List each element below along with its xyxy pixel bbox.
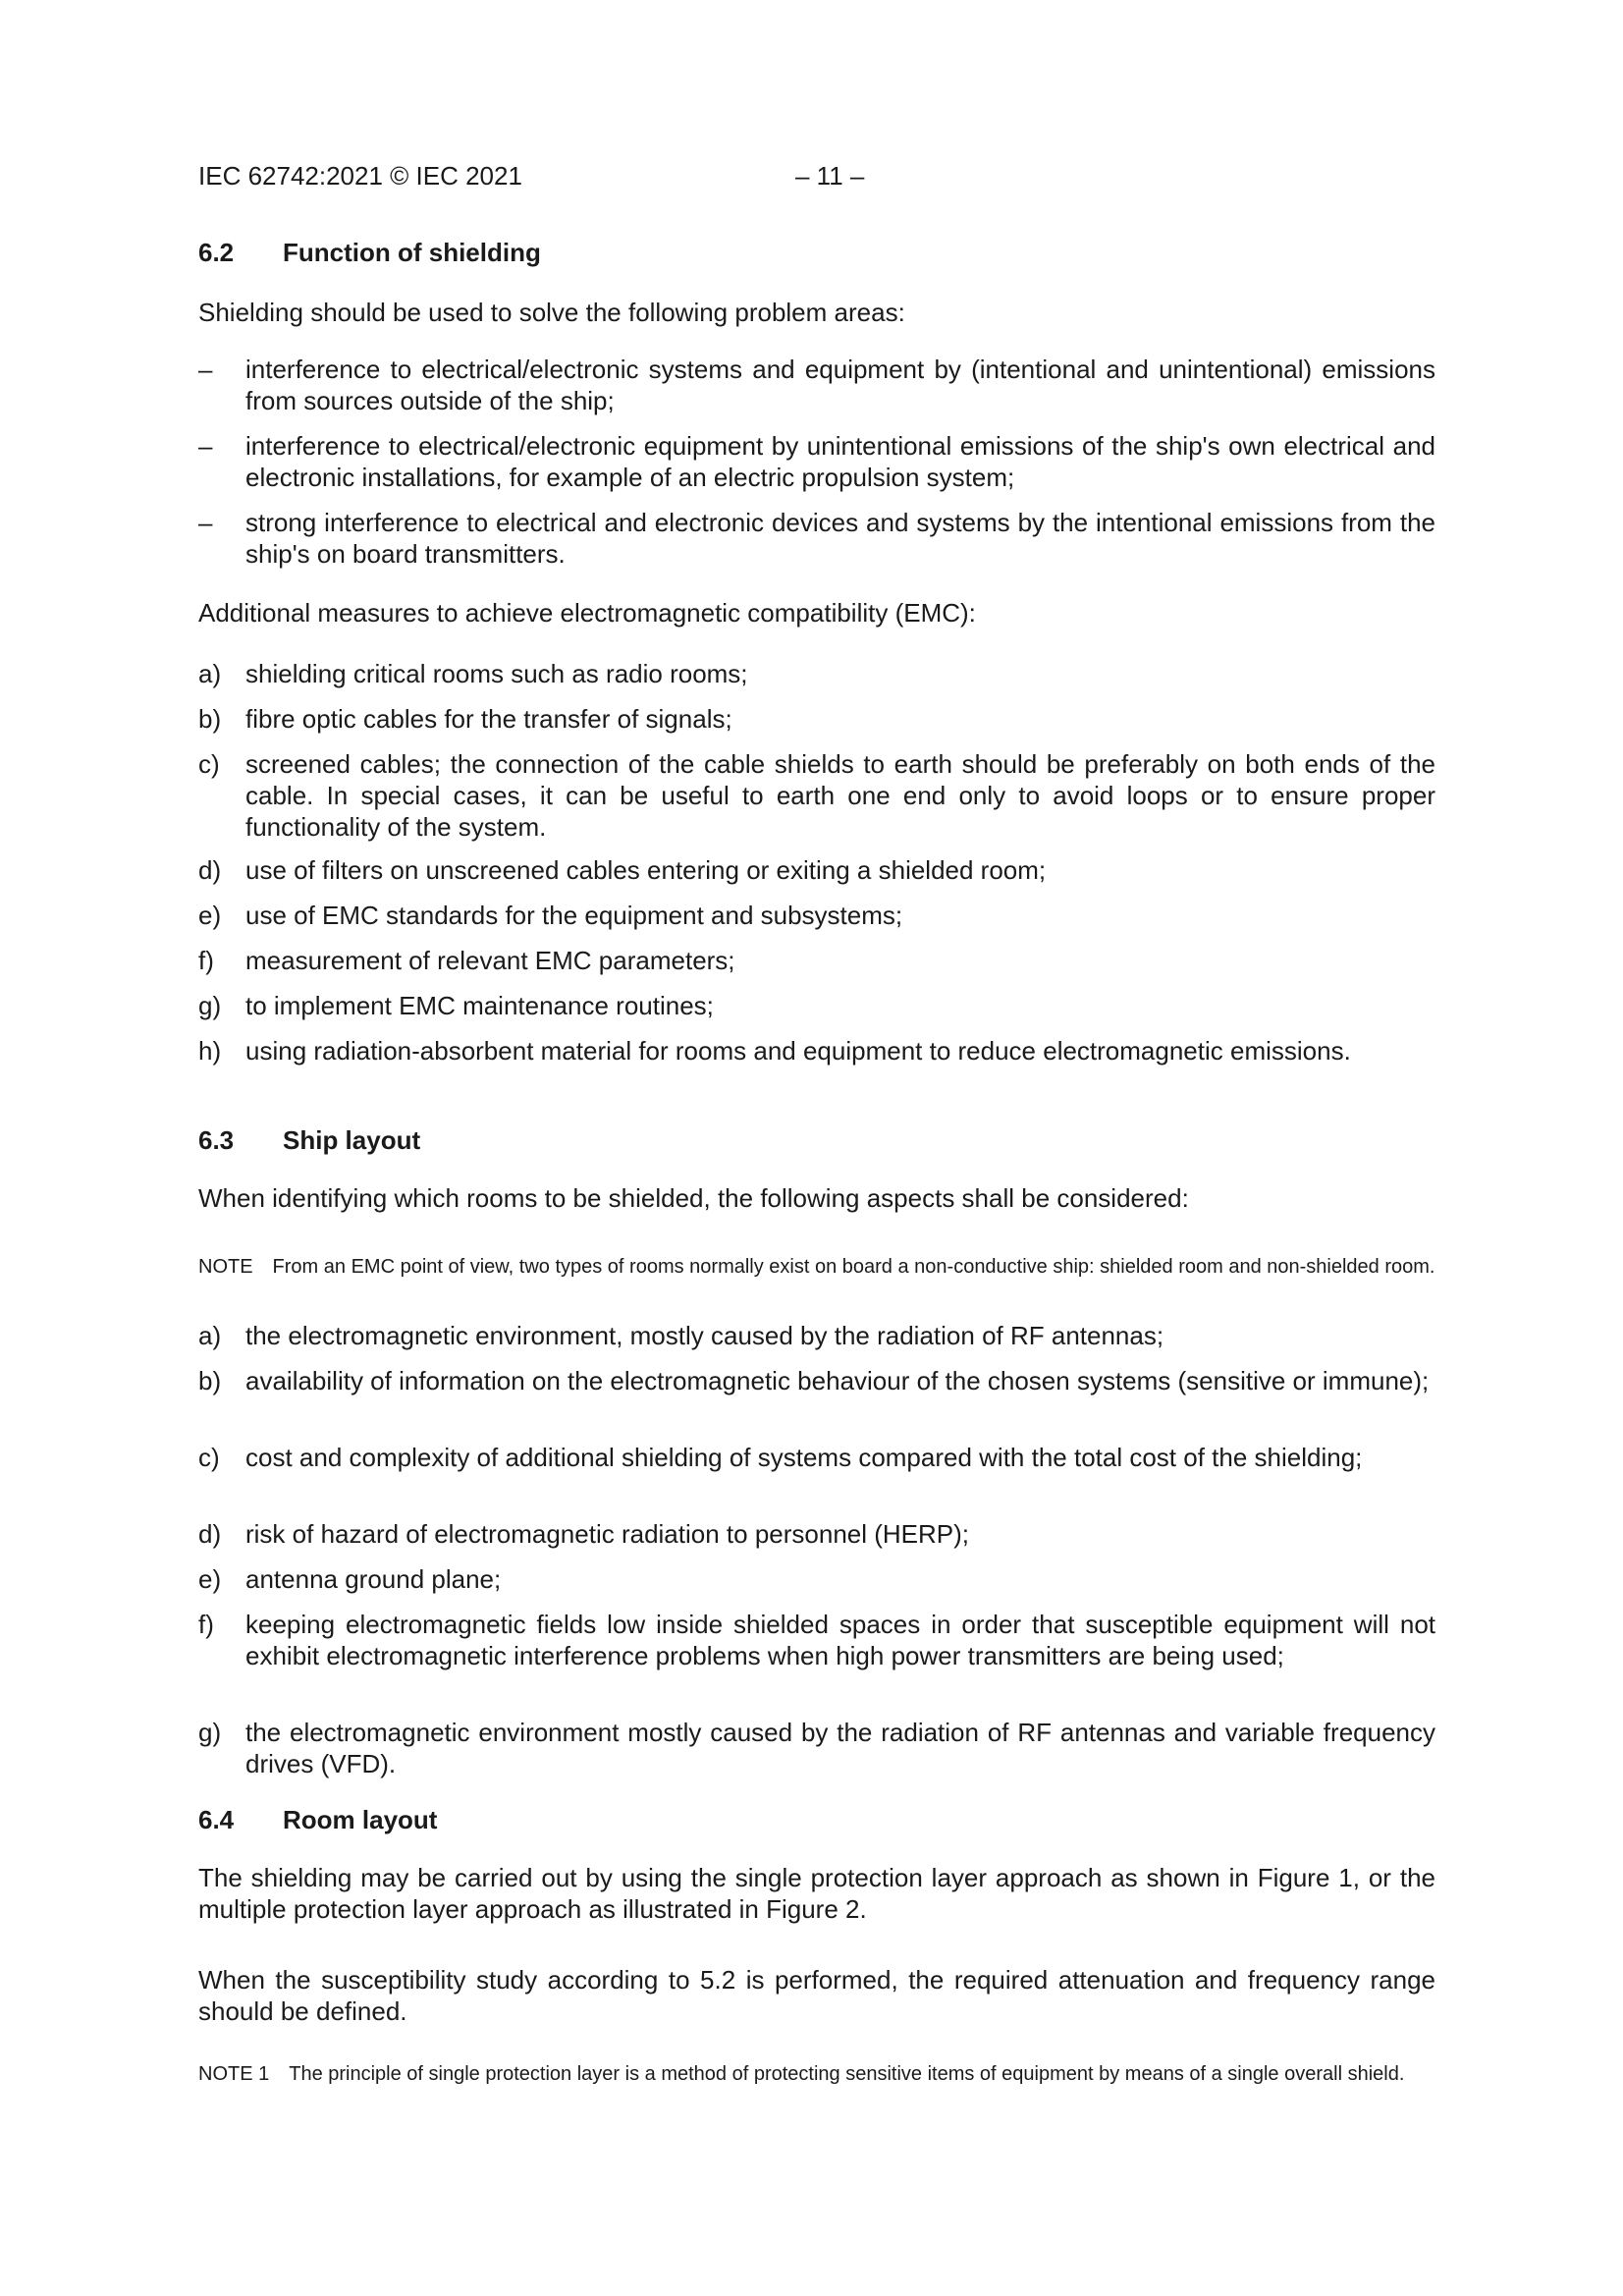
list-item-text: to implement EMC maintenance routines;	[245, 991, 714, 1020]
list-item-text: shielding critical rooms such as radio rooms;	[245, 659, 748, 688]
note-1: NOTE 1 The principle of single protection layer is a method of protecting sensitive items of equipment by means of a single overall shield.	[198, 2063, 1405, 2085]
note: NOTE From an EMC point of view, two types of rooms normally exist on board a non-conductive ship: shielded room and non-shielded room.	[198, 1256, 1435, 1278]
list-marker: h)	[198, 1036, 222, 1066]
list-marker: c)	[198, 749, 220, 779]
list-item-text: use of filters on unscreened cables entering or exiting a shielded room;	[245, 855, 1047, 885]
list-marker: g)	[198, 1718, 222, 1747]
list-item-text: fibre optic cables for the transfer of signals;	[245, 704, 732, 734]
list-marker: a)	[198, 1321, 222, 1350]
list-item	[198, 703, 1435, 735]
paragraph-measures-intro: Additional measures to achieve electromagnetic compatibility (EMC):	[198, 598, 976, 628]
list-item	[198, 658, 1435, 689]
list-item-text: interference to electrical/electronic systems and equipment by (intentional and unintentional) emissions from sources outside of the ship;	[245, 355, 1435, 415]
list-item	[198, 854, 1435, 886]
section-heading-6-3	[198, 1125, 420, 1156]
section-title: Function of shielding	[283, 238, 541, 267]
list-item	[198, 1442, 1435, 1473]
section-heading-6-2	[198, 238, 541, 268]
list-item	[198, 1365, 1435, 1396]
list-marker: e)	[198, 901, 222, 930]
list-item-text: risk of hazard of electromagnetic radiation to personnel (HERP);	[245, 1519, 970, 1549]
list-item	[198, 748, 1435, 843]
list-item	[198, 900, 1435, 931]
list-marker: d)	[198, 1519, 222, 1549]
list-item-text: antenna ground plane;	[245, 1564, 502, 1594]
list-item	[198, 1717, 1435, 1779]
page-number: – 11 –	[795, 161, 865, 191]
paragraph-intro: When identifying which rooms to be shielded, the following aspects shall be considered:	[198, 1183, 1189, 1213]
list-item-text: strong interference to electrical and electronic devices and systems by the intentional emissions from the ship's on board transmitters.	[245, 508, 1435, 569]
list-item	[198, 354, 1435, 416]
list-item-text: using radiation-absorbent material for rooms and equipment to reduce electromagnetic emissions.	[245, 1036, 1351, 1066]
list-item-text: measurement of relevant EMC parameters;	[245, 946, 735, 975]
list-item-text: the electromagnetic environment mostly caused by the radiation of RF antennas and variable frequency drives (VFD).	[245, 1718, 1435, 1778]
list-marker: a)	[198, 659, 222, 688]
section-title: Room layout	[283, 1805, 438, 1834]
paragraph-susceptibility: When the susceptibility study according to 5.2 is performed, the required attenuation and frequency range should be defined.	[198, 1965, 1435, 2026]
section-number: 6.4	[198, 1805, 235, 1834]
list-item-text: the electromagnetic environment, mostly caused by the radiation of RF antennas;	[245, 1321, 1164, 1350]
list-item-text: screened cables; the connection of the cable shields to earth should be preferably on both ends of the cable. In special cases, it can be useful to earth one end only to avoid loops or to ensure proper functionality of the system.	[245, 749, 1435, 842]
paragraph-room-layout: The shielding may be carried out by using the single protection layer approach as shown in Figure 1, or the multiple protection layer approach as illustrated in Figure 2.	[198, 1863, 1435, 1924]
dash-marker: –	[198, 355, 213, 384]
list-item	[198, 945, 1435, 976]
list-item	[198, 990, 1435, 1021]
list-marker: e)	[198, 1564, 222, 1594]
document-id: IEC 62742:2021 © IEC 2021	[198, 161, 522, 191]
dash-marker: –	[198, 508, 213, 537]
list-item	[198, 507, 1435, 570]
section-number: 6.3	[198, 1125, 235, 1155]
list-item-text: cost and complexity of additional shielding of systems compared with the total cost of the shielding;	[245, 1443, 1363, 1472]
list-item-text: availability of information on the electromagnetic behaviour of the chosen systems (sensitive or immune);	[245, 1366, 1430, 1395]
list-marker: f)	[198, 946, 214, 975]
list-marker: b)	[198, 1366, 222, 1395]
list-item-text: keeping electromagnetic fields low inside shielded spaces in order that susceptible equipment will not exhibit electromagnetic interference problems when high power transmitters are being used;	[245, 1610, 1435, 1670]
list-marker: c)	[198, 1443, 220, 1472]
list-item-text: use of EMC standards for the equipment and subsystems;	[245, 901, 903, 930]
list-item-text: interference to electrical/electronic equipment by unintentional emissions of the ship's own electrical and electronic installations, for example of an electric propulsion system;	[245, 431, 1435, 492]
section-number: 6.2	[198, 238, 235, 267]
list-item	[198, 1035, 1435, 1066]
list-item	[198, 1320, 1435, 1351]
list-item	[198, 430, 1435, 493]
list-marker: d)	[198, 855, 222, 885]
list-marker: f)	[198, 1610, 214, 1639]
paragraph-intro: Shielding should be used to solve the following problem areas:	[198, 298, 905, 327]
section-heading-6-4	[198, 1805, 437, 1835]
list-item	[198, 1518, 1435, 1550]
list-item	[198, 1609, 1435, 1671]
list-item	[198, 1563, 1435, 1595]
list-marker: g)	[198, 991, 222, 1020]
section-title: Ship layout	[283, 1125, 421, 1155]
dash-marker: –	[198, 431, 213, 461]
list-marker: b)	[198, 704, 222, 734]
